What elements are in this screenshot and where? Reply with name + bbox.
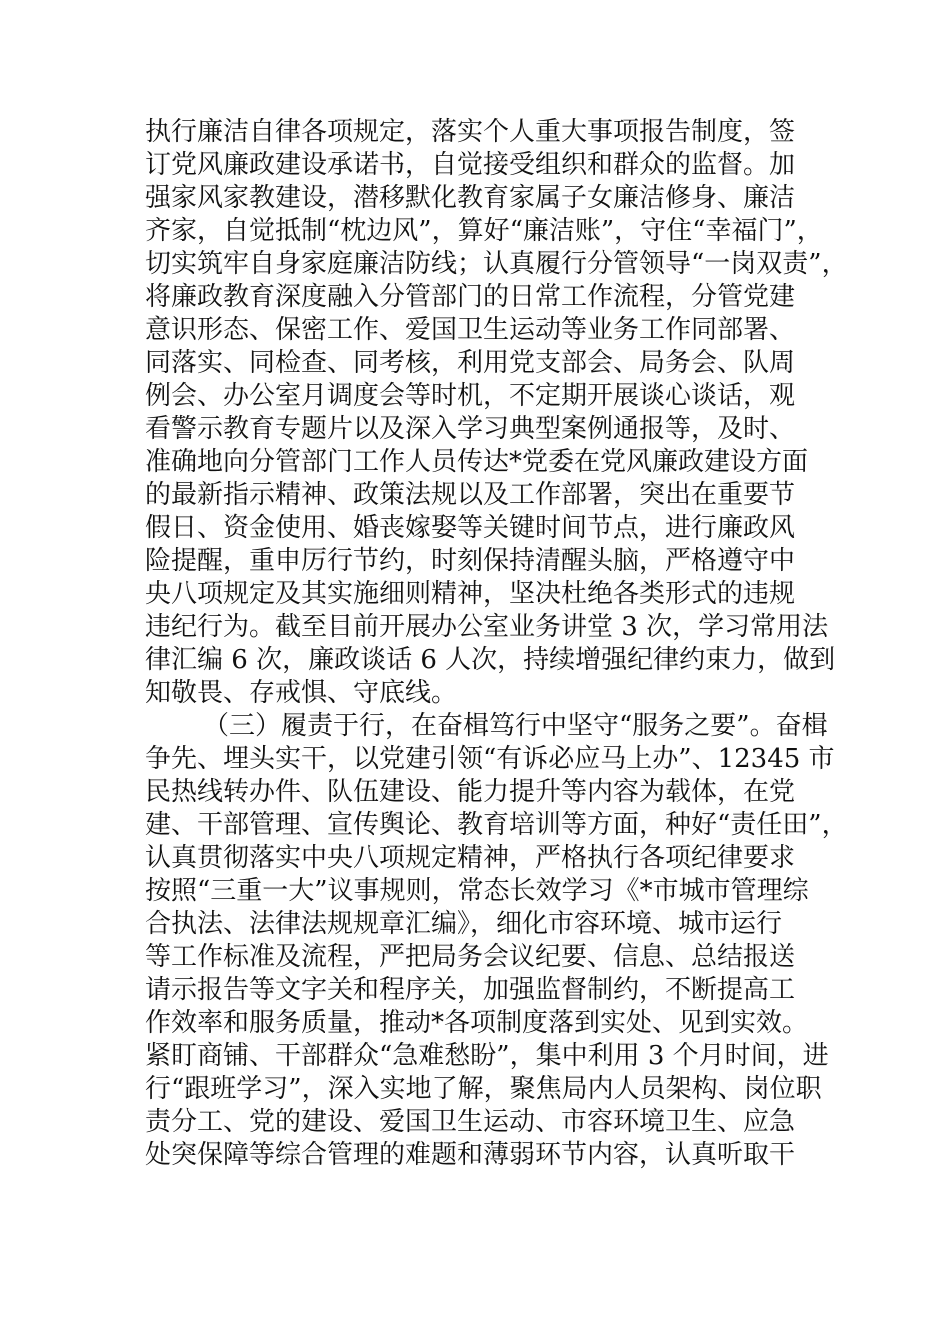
text-line: 争先、埋头实干，以党建引领“有诉必应马上办”、12345 市 (145, 744, 835, 774)
text-line: 请示报告等文字关和程序关，加强监督制约，不断提高工 (145, 975, 796, 1005)
section-heading-line: （三）履责于行，在奋楫笃行中坚守“服务之要”。奋楫 (203, 711, 828, 741)
text-line: 处突保障等综合管理的难题和薄弱环节内容，认真听取干 (145, 1140, 796, 1170)
text-line: 险提醒，重申厉行节约，时刻保持清醒头脑，严格遵守中 (145, 546, 796, 576)
text-line: 知敬畏、存戒惧、守底线。 (145, 678, 458, 708)
text-line: 执行廉洁自律各项规定，落实个人重大事项报告制度，签 (145, 117, 796, 147)
body-text (145, 116, 848, 1172)
text-line: 看警示教育专题片以及深入学习典型案例通报等，及时、 (145, 414, 796, 444)
text-line: 将廉政教育深度融入分管部门的日常工作流程，分管党建 (145, 282, 796, 312)
text-line: 合执法、法律法规规章汇编》，细化市容环境、城市运行 (145, 909, 783, 939)
text-line: 律汇编 6 次，廉政谈话 6 人次，持续增强纪律约束力，做到 (145, 645, 836, 675)
text-line: 准确地向分管部门工作人员传达*党委在党风廉政建设方面 (145, 447, 809, 477)
text-line: 作效率和服务质量，推动*各项制度落到实处、见到实效。 (145, 1008, 809, 1038)
text-line: 同落实、同检查、同考核，利用党支部会、局务会、队周 (145, 348, 796, 378)
text-line: 切实筑牢自身家庭廉洁防线；认真履行分管领导“一岗双责”， (145, 249, 848, 279)
text-line: 央八项规定及其实施细则精神，坚决杜绝各类形式的违规 (145, 579, 796, 609)
text-line: 强家风家教建设，潜移默化教育家属子女廉洁修身、廉洁 (145, 183, 796, 213)
text-line: 民热线转办件、队伍建设、能力提升等内容为载体，在党 (145, 777, 796, 807)
text-line: 认真贯彻落实中央八项规定精神，严格执行各项纪律要求 (145, 843, 796, 873)
text-line: 订党风廉政建设承诺书，自觉接受组织和群众的监督。加 (145, 150, 796, 180)
text-line: 等工作标准及流程，严把局务会议纪要、信息、总结报送 (145, 942, 796, 972)
text-line: 责分工、党的建设、爱国卫生运动、市容环境卫生、应急 (145, 1107, 796, 1137)
text-line: 违纪行为。截至目前开展办公室业务讲堂 3 次，学习常用法 (145, 612, 829, 642)
text-line: 按照“三重一大”议事规则，常态长效学习《*市城市管理综 (145, 876, 809, 906)
text-line: 齐家，自觉抵制“枕边风”，算好“廉洁账”，守住“幸福门”， (145, 216, 823, 246)
text-line: 行“跟班学习”，深入实地了解，聚焦局内人员架构、岗位职 (145, 1074, 822, 1104)
text-line: 的最新指示精神、政策法规以及工作部署，突出在重要节 (145, 480, 796, 510)
text-line: 假日、资金使用、婚丧嫁娶等关键时间节点，进行廉政风 (145, 513, 796, 543)
text-line: 建、干部管理、宣传舆论、教育培训等方面，种好“责任田”， (145, 810, 848, 840)
text-line: 例会、办公室月调度会等时机，不定期开展谈心谈话，观 (145, 381, 796, 411)
text-line: 意识形态、保密工作、爱国卫生运动等业务工作同部署、 (145, 315, 796, 345)
text-line: 紧盯商铺、干部群众“急难愁盼”，集中利用 3 个月时间，进 (145, 1041, 829, 1071)
